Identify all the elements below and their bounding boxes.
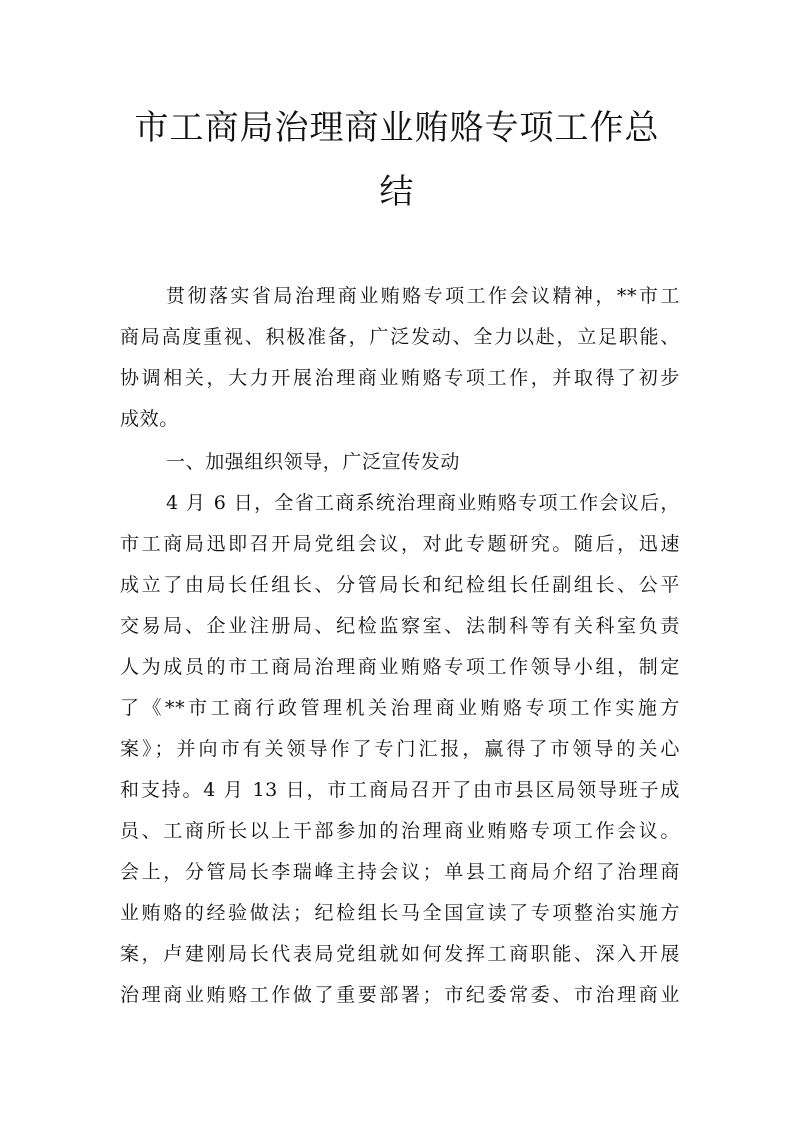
- paragraph-line: 和支持。4 月 13 日，市工商局召开了由市县区局领导班子成: [120, 779, 680, 801]
- paragraph-line: 商局高度重视、积极准备，广泛发动、全力以赴，立足职能、: [120, 326, 680, 348]
- paragraph-line: 贯彻落实省局治理商业贿赂专项工作会议精神，**市工: [166, 285, 680, 307]
- paragraph-line: 了《**市工商行政管理机关治理商业贿赂专项工作实施方: [120, 697, 680, 719]
- paragraph-line: 成立了由局长任组长、分管局长和纪检组长任副组长、公平: [120, 574, 680, 596]
- paragraph-line: 协调相关，大力开展治理商业贿赂专项工作，并取得了初步: [120, 367, 680, 389]
- section-heading: 一、加强组织领导，广泛宣传发动: [166, 451, 461, 473]
- paragraph-line: 人为成员的市工商局治理商业贿赂专项工作领导小组，制定: [120, 656, 680, 678]
- paragraph-line: 员、工商所长以上干部参加的治理商业贿赂专项工作会议。: [120, 820, 680, 842]
- paragraph-line: 案，卢建刚局长代表局党组就如何发挥工商职能、深入开展: [120, 943, 680, 965]
- paragraph-line: 业贿赂的经验做法；纪检组长马全国宣读了专项整治实施方: [120, 902, 680, 924]
- paragraph-line: 4 月 6 日，全省工商系统治理商业贿赂专项工作会议后，: [166, 492, 680, 514]
- paragraph-line: 案》；并向市有关领导作了专门汇报，赢得了市领导的关心: [120, 738, 680, 760]
- paragraph-line: 治理商业贿赂工作做了重要部署；市纪委常委、市治理商业: [120, 984, 680, 1006]
- document-title-line-1: 市工商局治理商业贿赂专项工作总: [134, 108, 660, 148]
- paragraph-line: 市工商局迅即召开局党组会议，对此专题研究。随后，迅速: [120, 533, 680, 555]
- document-title-line-2: 结: [379, 172, 415, 212]
- paragraph-line: 会上，分管局长李瑞峰主持会议；单县工商局介绍了治理商: [120, 861, 680, 883]
- paragraph-line: 成效。: [120, 408, 179, 430]
- paragraph-line: 交易局、企业注册局、纪检监察室、法制科等有关科室负责: [120, 615, 680, 637]
